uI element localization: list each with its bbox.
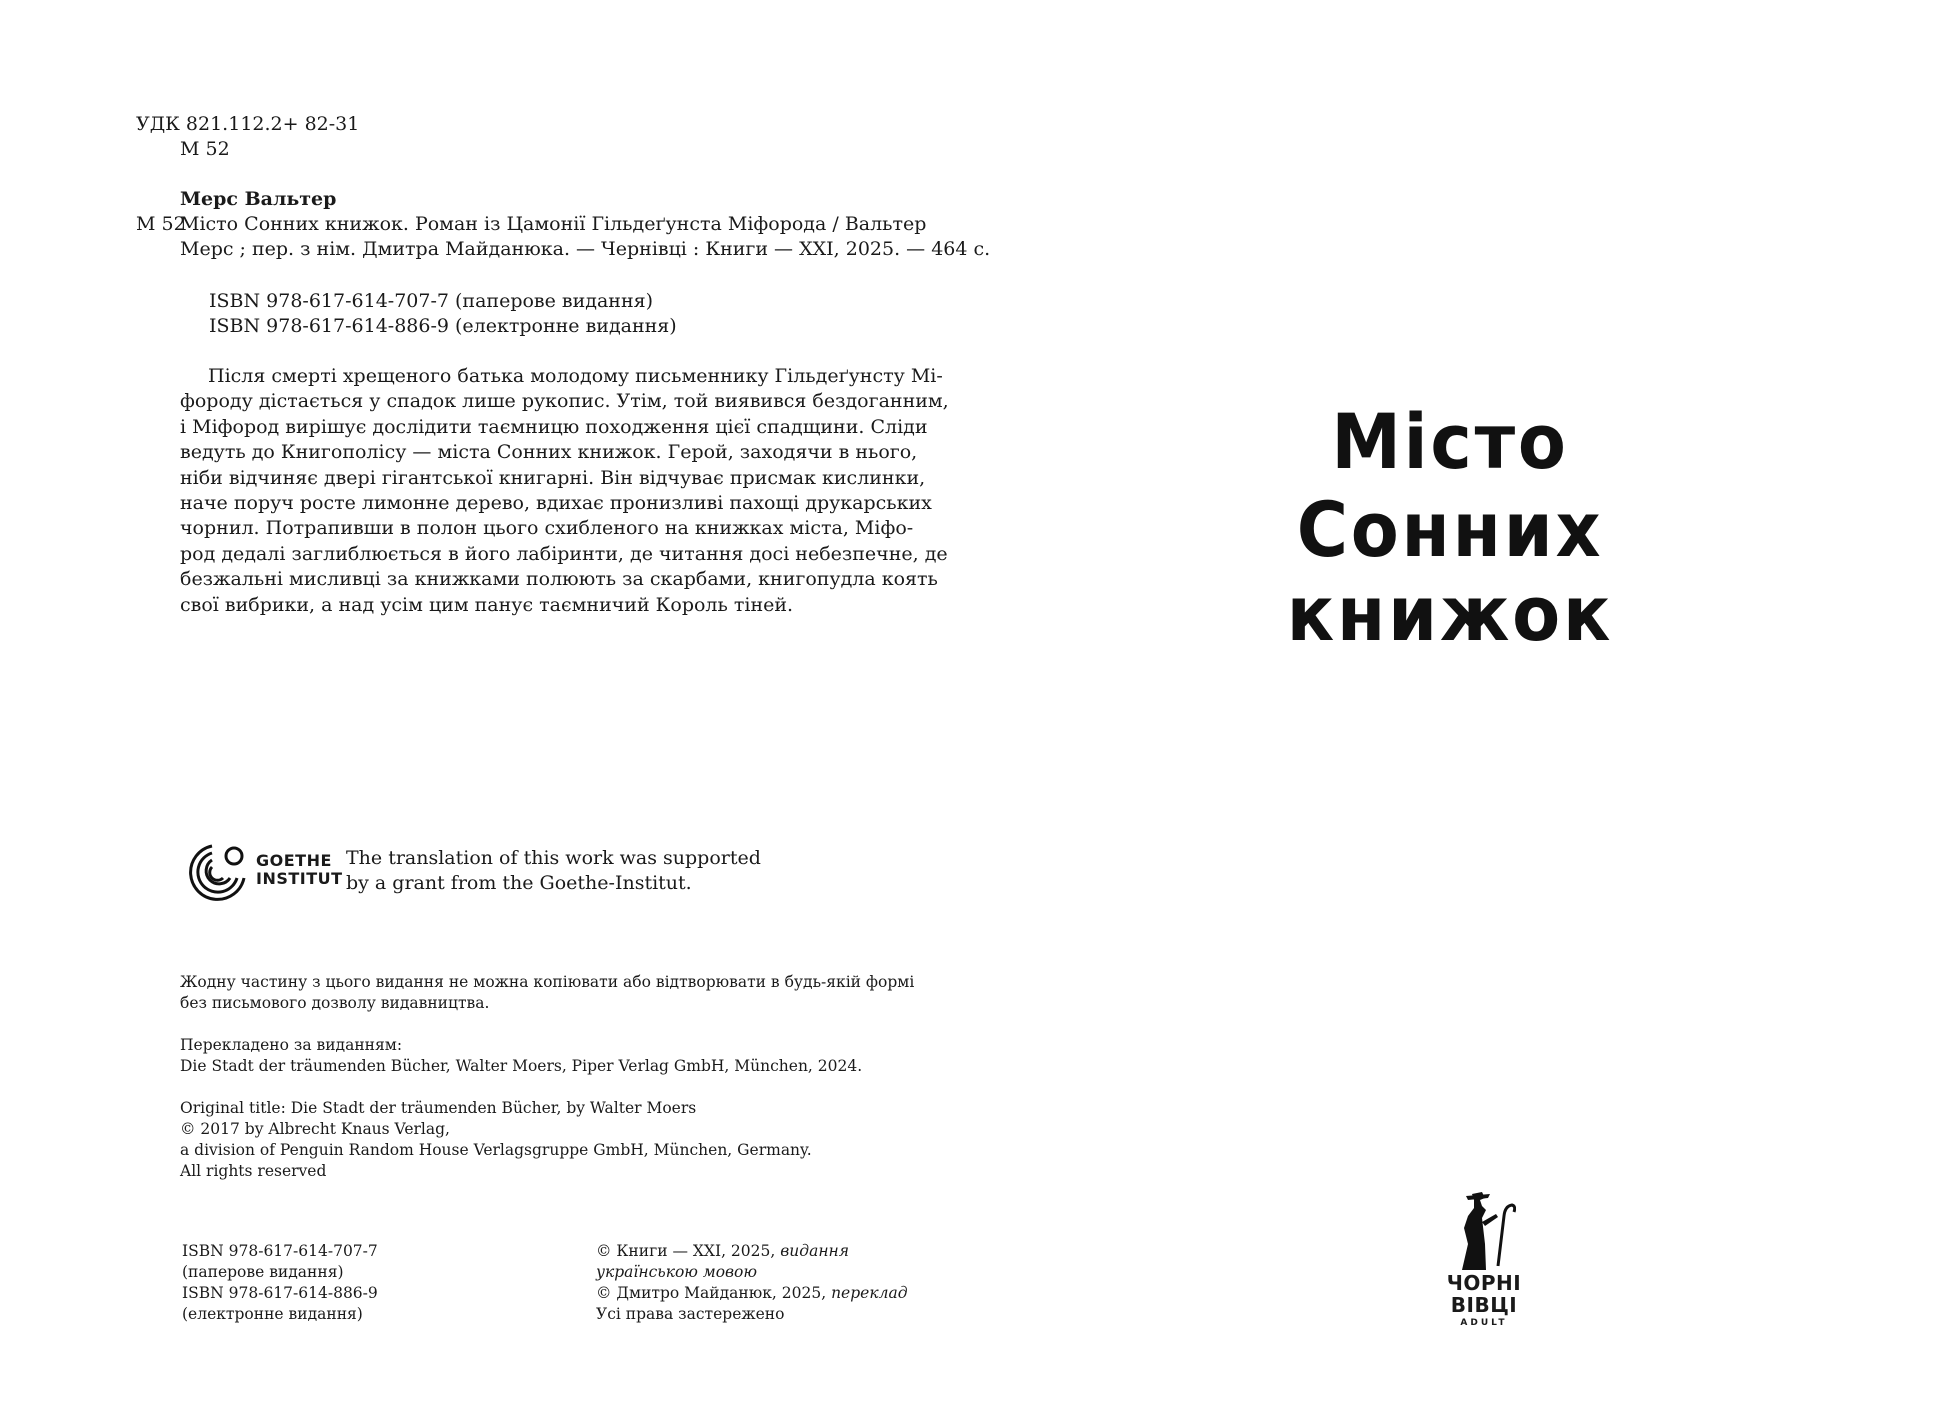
footer-isbn-line-2: (паперове видання) (182, 1263, 344, 1281)
source-edition: Die Stadt der träumenden Bücher, Walter Moers, Piper Verlag GmbH, München, 2024. (180, 1057, 863, 1075)
division-line: a division of Penguin Random House Verlagsgruppe GmbH, München, Germany. (180, 1141, 812, 1159)
footer-copyright-line-4: Усі права застережено (596, 1305, 785, 1323)
goethe-logo-line-2: INSTITUT (256, 869, 343, 888)
all-rights-reserved: All rights reserved (180, 1162, 327, 1180)
publisher-logo-line-2: ВІВЦІ (1450, 1293, 1518, 1317)
footer-copyright-publisher: © Книги — XXI, 2025, (596, 1242, 781, 1260)
book-title-line-1: Місто (1331, 397, 1569, 486)
annotation-line: свої вибрики, а над усім цим панує таємничий Король тіней. (180, 593, 794, 616)
footer-isbn-line-1: ISBN 978-617-614-707-7 (182, 1242, 378, 1260)
goethe-support-line-1: The translation of this work was supported (346, 847, 761, 869)
author-name: Мерс Вальтер (180, 188, 337, 210)
catalog-entry-line-2: Мерс ; пер. з нім. Дмитра Майданюка. — Чернівці : Книги — XXI, 2025. — 464 с. (180, 238, 991, 260)
annotation-line: наче поруч росте лимонне дерево, вдихає пронизливі пахощі друкарських (180, 492, 932, 515)
isbn-electronic: ISBN 978-617-614-886-9 (електронне видання) (209, 315, 677, 337)
footer-copyright-line-1 (596, 1241, 849, 1262)
annotation-line: род дедалі заглиблюється в його лабіринти, де читання досі небезпечне, де (180, 542, 948, 565)
black-sheep-figure-icon (1452, 1188, 1516, 1270)
footer-copyright-translation: переклад (831, 1284, 908, 1302)
udk-code: УДК 821.112.2+ 82-31 (136, 113, 360, 135)
goethe-support-line-2: by a grant from the Goethe-Institut. (346, 872, 692, 894)
publisher-logo-line-1: ЧОРНІ (1446, 1271, 1522, 1295)
isbn-paper: ISBN 978-617-614-707-7 (паперове видання) (209, 290, 654, 312)
footer-isbn-line-4: (електронне видання) (182, 1305, 363, 1323)
original-title: Original title: Die Stadt der träumenden Bücher, by Walter Moers (180, 1099, 697, 1117)
annotation-line: ніби відчиняє двері гігантської книгарні. Він відчуває присмак кислинки, (180, 466, 926, 489)
annotation-line: чорнил. Потрапивши в полон цього схибленого на книжках міста, Міфо- (180, 517, 914, 540)
footer-copyright-language: українською мовою (596, 1263, 758, 1281)
annotation-paragraph (180, 364, 949, 618)
footer-isbn-line-3: ISBN 978-617-614-886-9 (182, 1284, 378, 1302)
annotation-line: фороду дістається у спадок лише рукопис. Утім, той виявився бездоганним, (180, 390, 949, 413)
footer-copyright-line-3 (596, 1283, 908, 1304)
copyright-line: © 2017 by Albrecht Knaus Verlag, (180, 1120, 450, 1138)
copy-restriction-line-1: Жодну частину з цього видання не можна копіювати або відтворювати в будь-якій формі (180, 973, 915, 991)
footer-copyright-line-2 (596, 1262, 757, 1283)
publisher-logo-line-3: ADULT (1460, 1318, 1508, 1328)
catalog-code: М 52 (180, 138, 230, 160)
annotation-line: і Міфород вирішує дослідити таємницю походження цієї спадщини. Сліди (180, 415, 928, 438)
annotation-line: безжальні мисливці за книжками полюють за скарбами, книгопудла коять (180, 568, 938, 591)
footer-copyright-edition: видання (780, 1242, 850, 1260)
translated-from-label: Перекладено за виданням: (180, 1036, 403, 1054)
goethe-logo-line-1: GOETHE (256, 851, 332, 870)
catalog-code-left: М 52 (136, 213, 186, 235)
copy-restriction-line-2: без письмового дозволу видавництва. (180, 994, 490, 1012)
book-title-line-2: Сонних книжок (1286, 485, 1614, 658)
footer-copyright-translator: © Дмитро Майданюк, 2025, (596, 1284, 832, 1302)
goethe-logo-icon (182, 838, 252, 908)
catalog-entry-line-1: Місто Сонних книжок. Роман із Цамонії Гільдеґунста Міфорода / Вальтер (180, 213, 927, 235)
annotation-line: ведуть до Книгополісу — міста Сонних книжок. Герой, заходячи в нього, (180, 441, 918, 464)
annotation-line: Після смерті хрещеного батька молодому письменнику Гільдеґунсту Мі- (208, 365, 943, 387)
